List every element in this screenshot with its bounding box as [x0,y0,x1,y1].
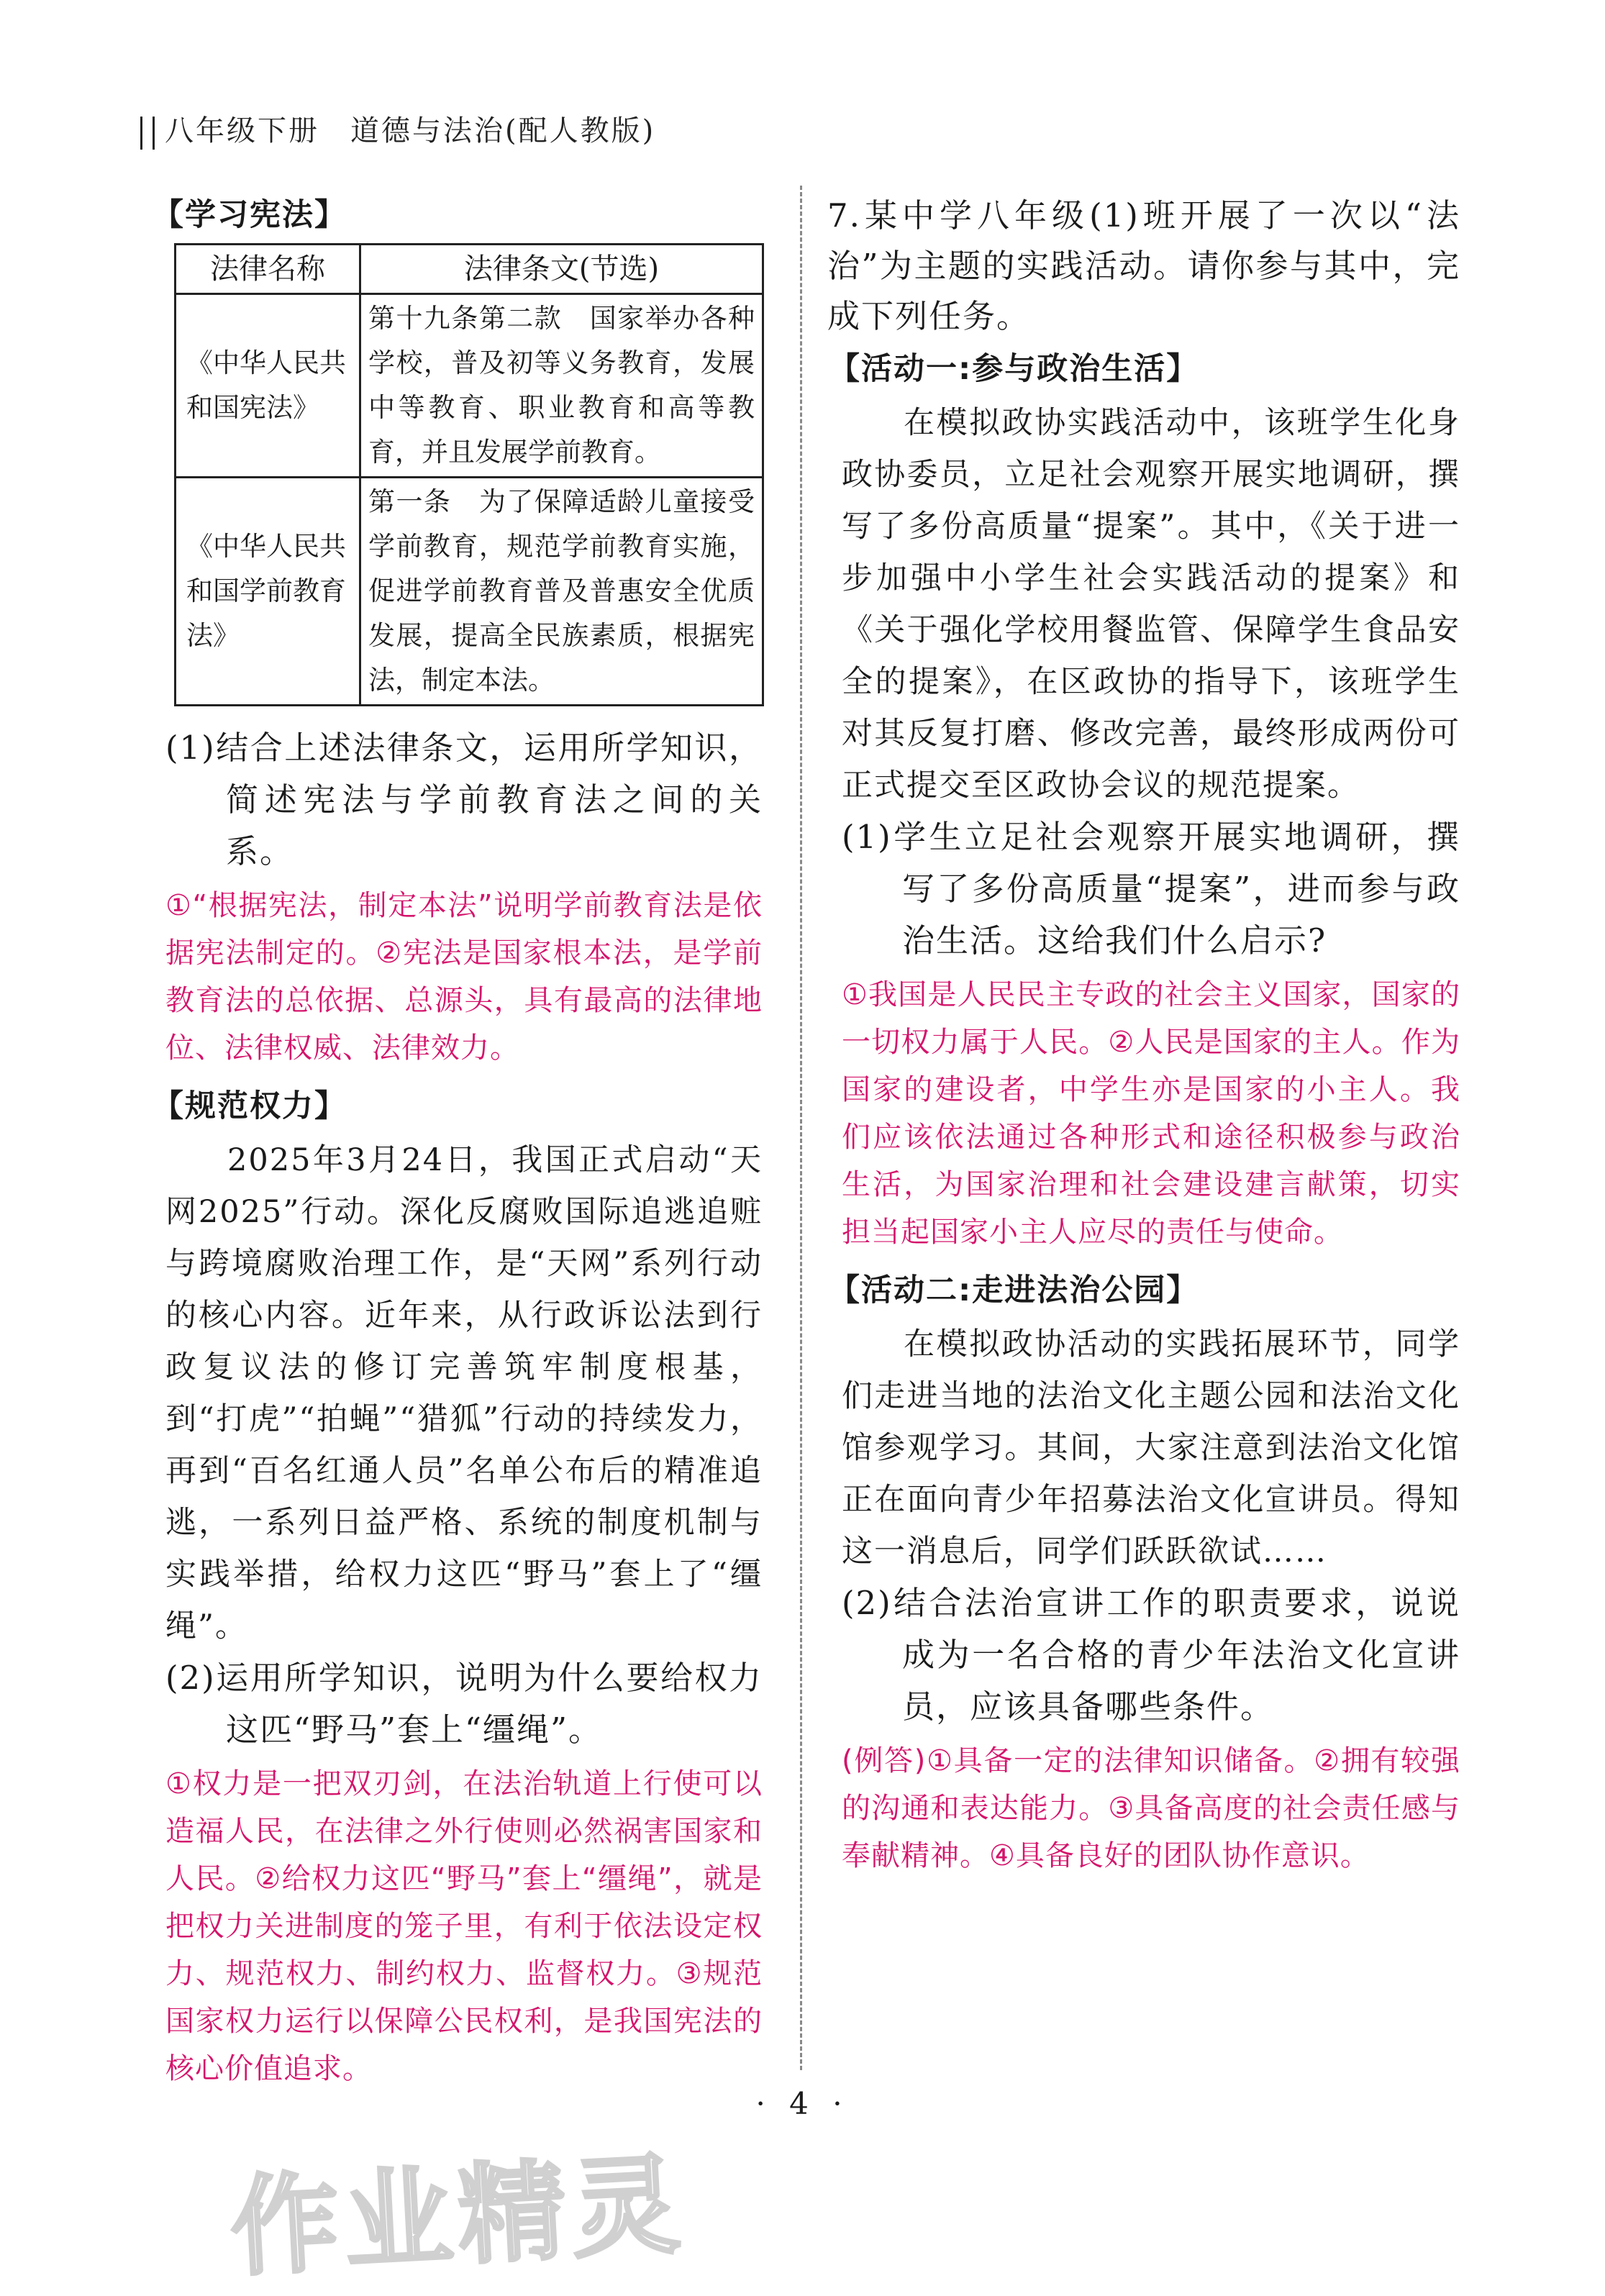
passage-tianwang: 2025年3月24日，我国正式启动“天网2025”行动。深化反腐败国际追逃追赃与跨境腐败治理工作，是“天网”系列行动的核心内容。近年来，从行政诉讼法到行政复议法的修订完善筑牢制度根基，到“打虎”“拍蝇”“猎狐”行动的持续发力，再到“百名红通人员”名单公布后的精准追逃，一系列日益严格、系统的制度机制与实践举措，给权力这匹“野马”套上了“缰绳”。 [165,1142,763,1644]
question-7-1: (1)学生立足社会观察开展实地调研，撰写了多份高质量“提案”，进而参与政治生活。这给我们什么启示? [842,818,1460,960]
left-column [153,191,763,2098]
answer-7-2: (例答)①具备一定的法律知识储备。②拥有较强的沟通和表达能力。③具备高度的社会责任感与奉献精神。④具备良好的团队协作意识。 [842,1744,1460,1872]
passage-activity-2: 在模拟政协活动的实践拓展环节，同学们走进当地的法治文化主题公园和法治文化馆参观学习。其间，大家注意到法治文化馆正在面向青少年招募法治文化宣讲员。得知这一消息后，同学们跃跃欲试…… [842,1326,1460,1570]
section-title-activity-1: 【活动一:参与政治生活】 [829,351,1199,387]
law-article-cell: 第十九条第二款 国家举办各种学校，普及初等义务教育，发展中等教育、职业教育和高等教育，并且发展学前教育。 [360,294,763,478]
law-table-row [176,294,763,478]
law-table [174,243,764,706]
section-title-learn-constitution: 【学习宪法】 [153,197,347,233]
law-table-header-row [176,245,763,294]
header-double-bar [140,117,155,150]
page-number: · 4 · [755,2086,850,2121]
column-divider [800,186,802,2070]
question-1: (1)结合上述法律条文，运用所学知识，简述宪法与学前教育法之间的关系。 [165,729,763,870]
running-header [140,108,655,150]
section-title-activity-2: 【活动二:走进法治公园】 [829,1272,1199,1308]
right-column [827,191,1460,1885]
law-table-header: 法律名称 [176,245,360,294]
law-name-cell: 《中华人民共和国宪法》 [176,294,360,478]
law-name-cell: 《中华人民共和国学前教育法》 [176,478,360,706]
passage-activity-1: 在模拟政协实践活动中，该班学生化身政协委员，立足社会观察开展实地调研，撰写了多份高质量“提案”。其中，《关于进一步加强中小学生社会实践活动的提案》和《关于强化学校用餐监管、保障学生食品安全的提案》，在区政协的指导下，该班学生对其反复打磨、修改完善，最终形成两份可正式提交至区政协会议的规范提案。 [842,405,1460,803]
law-article-cell: 第一条 为了保障适龄儿童接受学前教育，规范学前教育实施，促进学前教育普及普惠安全优质发展，提高全民族素质，根据宪法，制定本法。 [360,478,763,706]
question-7-stem: 7.某中学八年级(1)班开展了一次以“法治”为主题的实践活动。请你参与其中，完成下列任务。 [827,196,1460,335]
watermark-logo: 作业精灵 [227,2142,688,2292]
answer-2: ①权力是一把双刃剑，在法治轨道上行使可以造福人民，在法律之外行使则必然祸害国家和人民。②给权力这匹“野马”套上“缰绳”，就是把权力关进制度的笼子里，有利于依法设定权力、规范权力、制约权力、监督权力。③规范国家权力运行以保障公民权利，是我国宪法的核心价值追求。 [165,1767,763,2085]
section-title-regulate-power: 【规范权力】 [153,1088,347,1124]
header-text: 八年级下册 道德与法治(配人教版) [165,114,656,147]
answer-7-1: ①我国是人民民主专政的社会主义国家，国家的一切权力属于人民。②人民是国家的主人。作为国家的建设者，中学生亦是国家的小主人。我们应该依法通过各种形式和途径积极参与政治生活，为国家治理和社会建设建言献策，切实担当起国家小主人应尽的责任与使命。 [842,978,1460,1249]
question-7-2: (2)结合法治宣讲工作的职责要求，说说成为一名合格的青少年法治文化宣讲员，应该具备哪些条件。 [842,1584,1460,1726]
law-table-row [176,478,763,706]
question-2: (2)运用所学知识，说明为什么要给权力这匹“野马”套上“缰绳”。 [165,1659,763,1749]
law-table-header: 法律条文(节选) [360,245,763,294]
answer-1: ①“根据宪法，制定本法”说明学前教育法是依据宪法制定的。②宪法是国家根本法，是学前教育法的总依据、总源头，具有最高的法律地位、法律权威、法律效力。 [165,889,763,1065]
